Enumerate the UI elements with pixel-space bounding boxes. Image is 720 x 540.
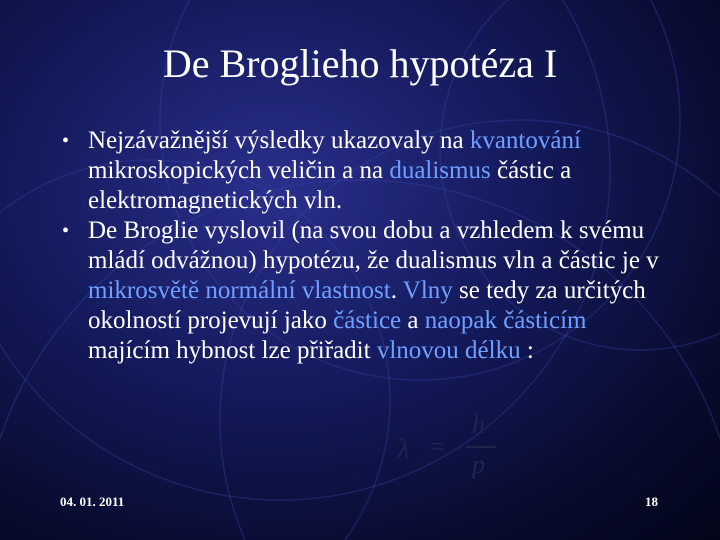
- highlight-text: dualismus: [389, 157, 491, 184]
- formula-equals: =: [428, 432, 446, 461]
- formula-numerator: h: [472, 410, 485, 439]
- formula-denominator: p: [472, 450, 485, 479]
- text-segment: :: [520, 337, 534, 364]
- text-segment: částic a elektromagnetických vln.: [88, 157, 572, 214]
- highlight-text: mikrosvětě normální vlastnost: [88, 277, 391, 304]
- bullet-dot: •: [62, 130, 70, 152]
- slide-title: De Broglieho hypotéza I: [162, 41, 558, 86]
- text-segment: majícím hybnost lze přiřadit: [88, 337, 377, 364]
- wavelength-formula: [388, 410, 518, 490]
- highlight-text: vlnovou délku: [376, 337, 521, 364]
- bullet-dot: •: [62, 220, 70, 242]
- text-segment: se tedy za určitých okolností projevují jako: [88, 277, 646, 334]
- text-segment: Nejzávažnější výsledky ukazovaly na: [88, 127, 470, 154]
- formula-lambda: λ: [398, 434, 410, 463]
- highlight-text: kvantování: [469, 127, 581, 154]
- text-segment: De Broglie vyslovil (na svou dobu a vzhledem k svému mládí odvážnou) hypotézu, že dualismus vln a částic je v: [88, 217, 659, 274]
- page-number: 18: [645, 494, 658, 509]
- bullet-list: [60, 126, 670, 366]
- bullet-paragraph-1: [60, 126, 670, 216]
- highlight-text: naopak částicím: [424, 307, 587, 334]
- highlight-text: částice: [333, 307, 402, 334]
- bullet-paragraph-2: [60, 216, 670, 366]
- highlight-text: Vlny: [402, 277, 453, 304]
- formula-fraction-bar: [466, 446, 496, 448]
- text-segment: .: [390, 277, 403, 304]
- text-segment: mikroskopických veličin a na: [88, 157, 390, 184]
- text-segment: a: [401, 307, 425, 334]
- footer-date: 04. 01. 2011: [60, 494, 125, 509]
